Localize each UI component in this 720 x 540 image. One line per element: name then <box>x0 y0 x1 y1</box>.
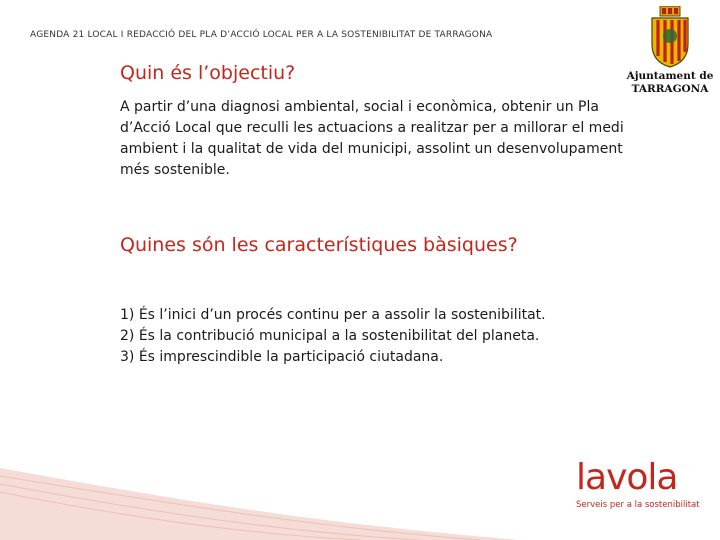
ajuntament-tarragona-logo <box>624 6 716 102</box>
logo-caption <box>624 70 716 96</box>
section-objective-heading: Quin és l’objectiu? <box>120 62 296 84</box>
lavola-tagline: Serveis per a la sostenibilitat <box>576 500 700 510</box>
document-header: AGENDA 21 LOCAL I REDACCIÓ DEL PLA D’ACCIÓ LOCAL PER A LA SOSTENIBILITAT DE TARRAGONA <box>30 30 493 40</box>
characteristics-list <box>120 305 640 368</box>
list-item: 2) És la contribució municipal a la sostenibilitat del planeta. <box>120 328 540 344</box>
list-item: 3) És imprescindible la participació ciutadana. <box>120 349 444 365</box>
section-objective-paragraph: A partir d’una diagnosi ambiental, social i econòmica, obtenir un Pla d’Acció Local que reculli les actuacions a realitzar per a millorar el medi ambient i la qualitat de vida del municipi, assolint un desenvolupament més sostenible. <box>120 99 624 178</box>
logo-caption-line1: Ajuntament de <box>626 70 714 82</box>
list-item: 1) És l’inici d’un procés continu per a assolir la sostenibilitat. <box>120 307 546 323</box>
section-characteristics-heading: Quines són les característiques bàsiques? <box>120 234 518 256</box>
lavola-wordmark: lavola <box>576 457 678 498</box>
coat-of-arms-icon <box>648 6 692 68</box>
lavola-logo <box>576 458 700 510</box>
logo-caption-line2: TARRAGONA <box>631 83 709 95</box>
